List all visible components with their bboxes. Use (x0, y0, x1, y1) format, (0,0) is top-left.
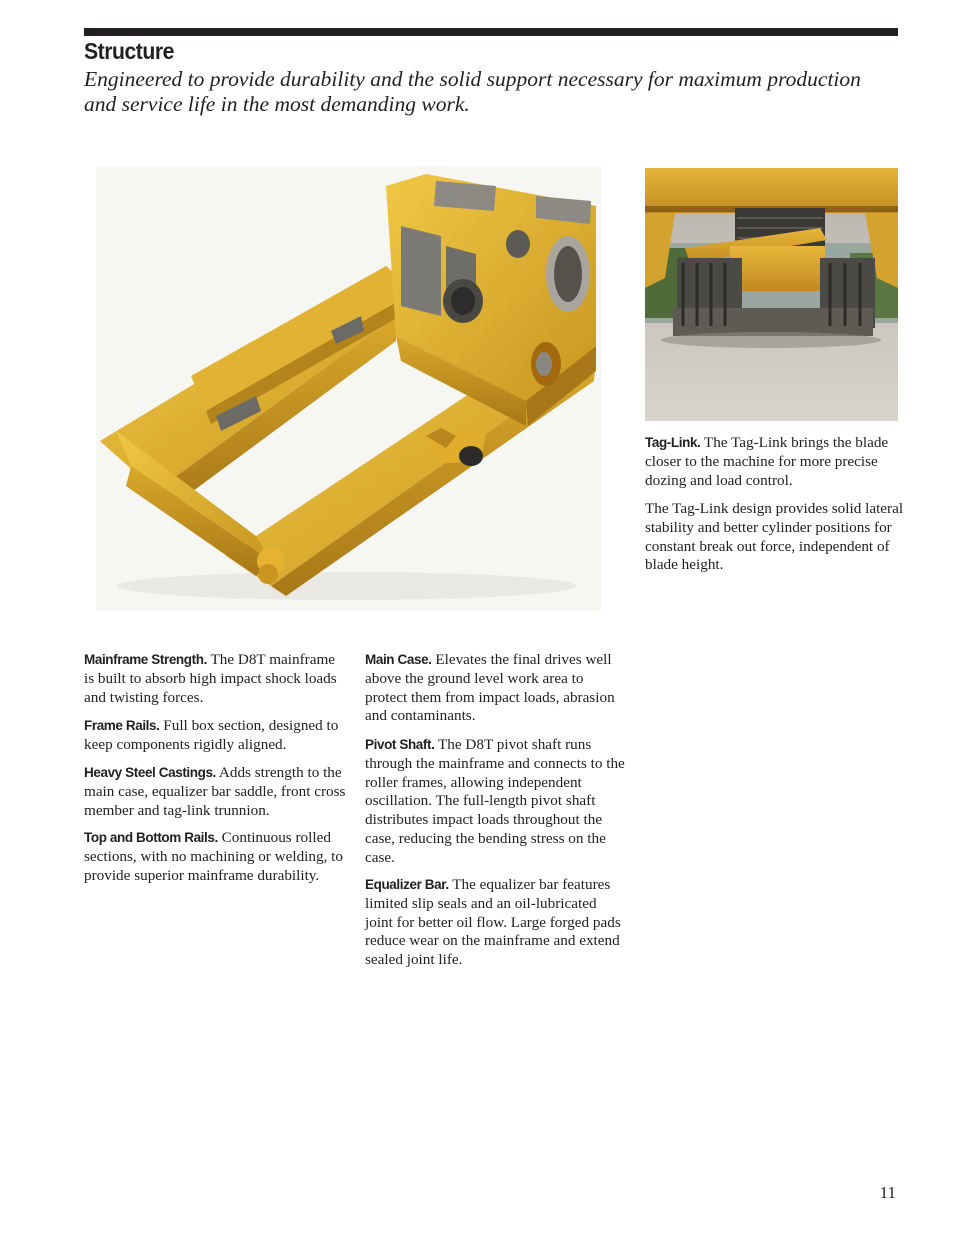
frame-rails-lead: Frame Rails. (84, 718, 160, 733)
equalizer-bar-text: The equalizer bar features limited slip seals and an oil-lubricated joint for better oil flow. Large forged pads reduce wear on the mainframe and extend sealed joint life. (365, 876, 621, 969)
pivot-shaft-lead: Pivot Shaft. (365, 737, 435, 752)
page-title: Structure (84, 38, 174, 64)
top-bottom-rails-lead: Top and Bottom Rails. (84, 830, 218, 845)
tag-link-paragraph (645, 434, 907, 490)
heavy-steel-castings-paragraph (84, 764, 346, 820)
tag-link-text: The Tag-Link brings the blade closer to the machine for more precise dozing and load control. (645, 434, 889, 489)
frame-rails-text: Full box section, designed to keep components rigidly aligned. (84, 717, 339, 753)
pivot-shaft-text: The D8T pivot shaft runs through the mainframe and connects to the roller frames, allowing independent oscillation. The full-length pivot shaft distributes impact loads throughout the case, reducing the bending stress on the case. (365, 736, 625, 866)
mainframe-strength-text: The D8T mainframe is built to absorb high impact shock loads and twisting forces. (84, 651, 337, 706)
page-number: 11 (879, 1183, 896, 1202)
heavy-steel-castings-text: Adds strength to the main case, equalizer bar saddle, front cross member and tag-link trunnion. (84, 764, 346, 819)
frame-rails-paragraph (84, 717, 346, 755)
main-case-lead: Main Case. (365, 652, 432, 667)
tag-link-photo (645, 168, 898, 421)
main-case-text: Elevates the final drives well above the ground level work area to protect them from impact loads, abrasion and contaminants. (365, 651, 615, 725)
tag-link-detail: The Tag-Link design provides solid lateral stability and better cylinder positions for constant break out force, independent of blade height. (645, 500, 904, 574)
mainframe-strength-paragraph (84, 651, 346, 707)
top-bottom-rails-text: Continuous rolled sections, with no machining or welding, to provide superior mainframe durability. (84, 829, 343, 884)
mainframe-photo (96, 166, 601, 611)
mainframe-strength-lead: Mainframe Strength. (84, 652, 207, 667)
pivot-shaft-paragraph (365, 736, 627, 868)
heavy-steel-castings-lead: Heavy Steel Castings. (84, 765, 216, 780)
tag-link-lead: Tag-Link. (645, 435, 701, 450)
equalizer-bar-paragraph (365, 876, 627, 970)
main-case-paragraph (365, 651, 627, 726)
top-bottom-rails-paragraph (84, 829, 346, 885)
equalizer-bar-lead: Equalizer Bar. (365, 877, 449, 892)
header-rule (84, 28, 898, 36)
page-subtitle: Engineered to provide durability and the solid support necessary for maximum production and service life in the most demanding work. (84, 67, 861, 116)
